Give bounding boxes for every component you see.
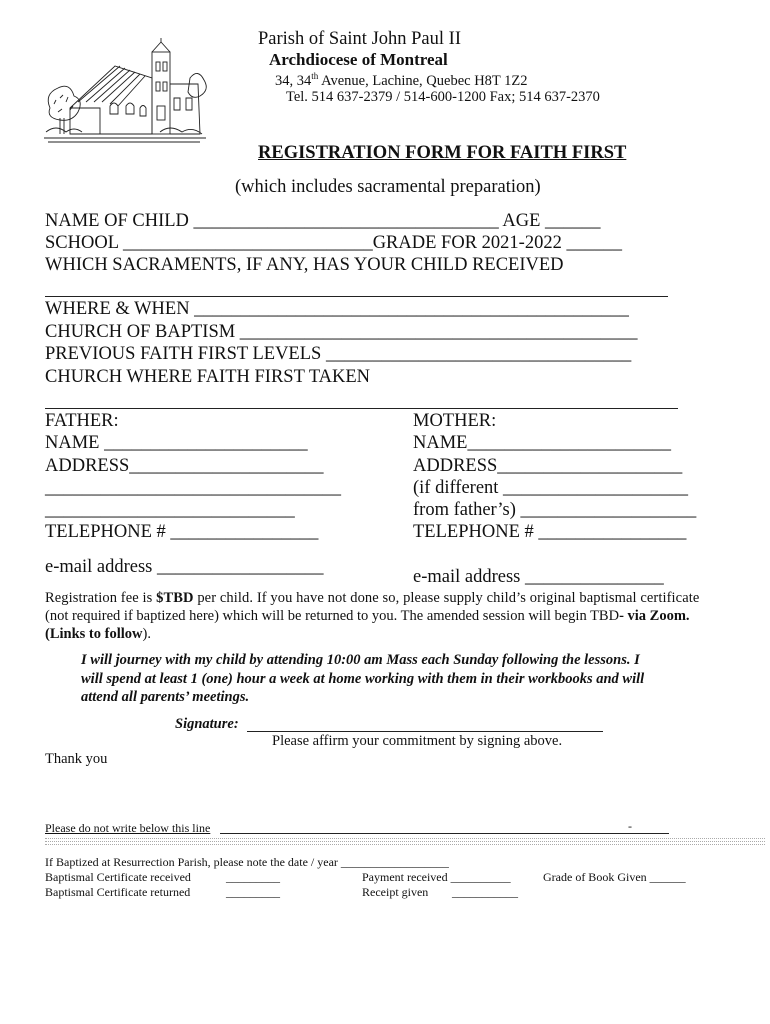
- office-separator-3: [45, 844, 765, 845]
- fee-line-1: Registration fee is $TBD per child. If you have not done so, please supply child’s original baptismal certificate: [45, 590, 700, 606]
- form-subtitle: (which includes sacramental preparation): [235, 177, 541, 197]
- baptized-date-field[interactable]: If Baptized at Resurrection Parish, please note the date / year __________________: [45, 855, 449, 869]
- thank-you-text: Thank you: [45, 751, 108, 767]
- father-address-line-2[interactable]: ___________________________: [45, 500, 295, 520]
- father-name-field[interactable]: NAME ______________________: [45, 433, 308, 453]
- certificate-received-blank[interactable]: _________: [226, 870, 280, 884]
- church-sketch-image: [40, 38, 210, 146]
- mother-if-different-field[interactable]: (if different ____________________: [413, 478, 689, 498]
- receipt-given-label: Receipt given: [362, 885, 429, 899]
- mother-name-field[interactable]: NAME______________________: [413, 433, 671, 453]
- father-address-line-1[interactable]: ________________________________: [45, 478, 341, 498]
- certificate-returned-label: Baptismal Certificate returned: [45, 885, 191, 899]
- sacraments-label: WHICH SACRAMENTS, IF ANY, HAS YOUR CHILD RECEIVED: [45, 255, 564, 275]
- where-when-field[interactable]: WHERE & WHEN _______________________________________________: [45, 299, 629, 319]
- fee-line-3: (Links to follow).: [45, 626, 151, 642]
- previous-levels-field[interactable]: PREVIOUS FAITH FIRST LEVELS _________________________________: [45, 344, 632, 364]
- mother-from-fathers-field[interactable]: from father’s) ___________________: [413, 500, 697, 520]
- receipt-given-blank[interactable]: ___________: [452, 885, 518, 899]
- do-not-write-dash: -: [628, 819, 632, 833]
- fee-line-2: (not required if baptized here) which will be returned to you. The amended session will begin TBD- via Zoom.: [45, 608, 690, 624]
- mother-email-field[interactable]: e-mail address _______________: [413, 567, 664, 587]
- father-telephone-field[interactable]: TELEPHONE # ________________: [45, 522, 319, 542]
- certificate-received-label: Baptismal Certificate received: [45, 870, 191, 884]
- father-address-field[interactable]: ADDRESS_____________________: [45, 456, 324, 476]
- parish-phone: Tel. 514 637-2379 / 514-600-1200 Fax; 514 637-2370: [286, 89, 600, 105]
- father-heading: FATHER:: [45, 411, 119, 431]
- mother-heading: MOTHER:: [413, 411, 497, 431]
- office-separator-2: [45, 841, 765, 842]
- parish-address: 34, 34th Avenue, Lachine, Quebec H8T 1Z2: [275, 71, 528, 89]
- church-baptism-field[interactable]: CHURCH OF BAPTISM ___________________________________________: [45, 322, 638, 342]
- payment-received-field[interactable]: Payment received __________: [362, 870, 511, 884]
- commitment-line-3: attend all parents’ meetings.: [81, 689, 250, 705]
- grade-book-field[interactable]: Grade of Book Given ______: [543, 870, 686, 884]
- signature-affirm-text: Please affirm your commitment by signing above.: [272, 733, 563, 749]
- church-faith-first-line[interactable]: [45, 408, 678, 409]
- mother-address-field[interactable]: ADDRESS____________________: [413, 456, 683, 476]
- archdiocese-name: Archdiocese of Montreal: [269, 50, 448, 69]
- do-not-write-line: [220, 833, 669, 834]
- parish-name: Parish of Saint John Paul II: [258, 29, 461, 49]
- commitment-line-1: I will journey with my child by attending 10:00 am Mass each Sunday following the lessons. I: [81, 652, 640, 668]
- office-separator-1: [45, 838, 765, 839]
- school-grade-field[interactable]: SCHOOL ___________________________GRADE FOR 2021-2022 ______: [45, 233, 622, 253]
- sacraments-line[interactable]: [45, 296, 668, 297]
- church-faith-first-label: CHURCH WHERE FAITH FIRST TAKEN: [45, 367, 371, 387]
- father-email-field[interactable]: e-mail address __________________: [45, 557, 324, 577]
- do-not-write-label: Please do not write below this line: [45, 821, 211, 835]
- mother-telephone-field[interactable]: TELEPHONE # ________________: [413, 522, 687, 542]
- form-title: REGISTRATION FORM FOR FAITH FIRST: [258, 143, 627, 163]
- certificate-returned-blank[interactable]: _________: [226, 885, 280, 899]
- signature-label: Signature:: [175, 716, 239, 732]
- commitment-line-2: will spend at least 1 (one) hour a week at home working with them in their workbooks and will: [81, 671, 645, 687]
- signature-line[interactable]: [247, 731, 603, 732]
- child-name-field[interactable]: NAME OF CHILD _________________________________ AGE ______: [45, 211, 601, 231]
